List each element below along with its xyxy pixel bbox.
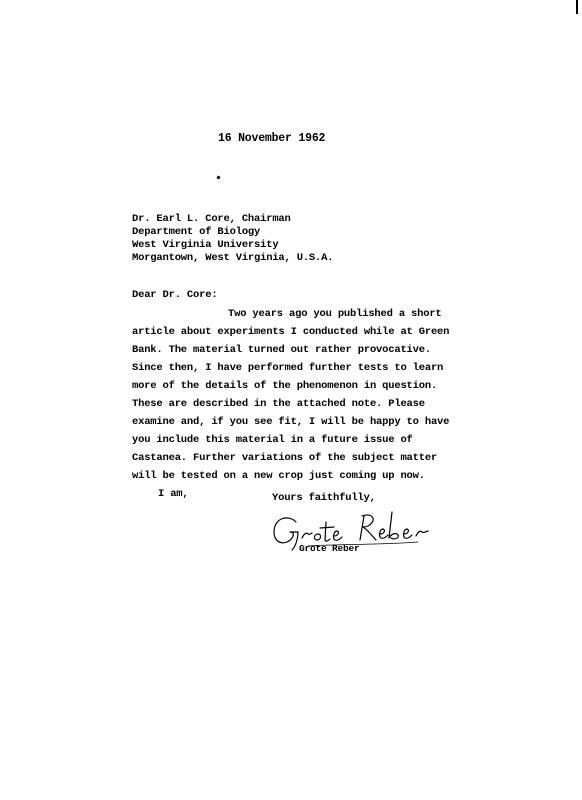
body-line: Since then, I have performed further tests to learn: [132, 362, 444, 374]
recipient-line: Dr. Earl L. Core, Chairman: [132, 213, 291, 225]
recipient-line: West Virginia University: [132, 239, 279, 251]
body-line: you include this material in a future issue of: [132, 434, 413, 446]
scan-edge-mark: [576, 0, 578, 14]
typed-name: Grote Reber: [299, 543, 360, 554]
handwritten-signature: [268, 508, 458, 552]
closing-line: I am,: [158, 488, 189, 500]
body-line: examine and, if you see fit, I will be happy to have: [132, 416, 450, 428]
recipient-line: Morgantown, West Virginia, U.S.A.: [132, 252, 334, 264]
body-line: article about experiments I conducted while at Green: [132, 326, 450, 338]
salutation: Dear Dr. Core:: [132, 289, 218, 301]
body-line: will be tested on a new crop just coming up now.: [132, 470, 425, 482]
body-line: Two years ago you published a short: [228, 308, 442, 320]
body-line: These are described in the attached note. Please: [132, 398, 425, 410]
body-line: Bank. The material turned out rather provocative.: [132, 344, 431, 356]
stray-ink-mark: [216, 175, 220, 179]
recipient-line: Department of Biology: [132, 226, 261, 238]
letter-date: 16 November 1962: [218, 132, 326, 145]
valediction: Yours faithfully,: [272, 492, 376, 504]
body-line: Castanea. Further variations of the subject matter: [132, 452, 438, 464]
body-line: more of the details of the phenomenon in question.: [132, 380, 438, 392]
